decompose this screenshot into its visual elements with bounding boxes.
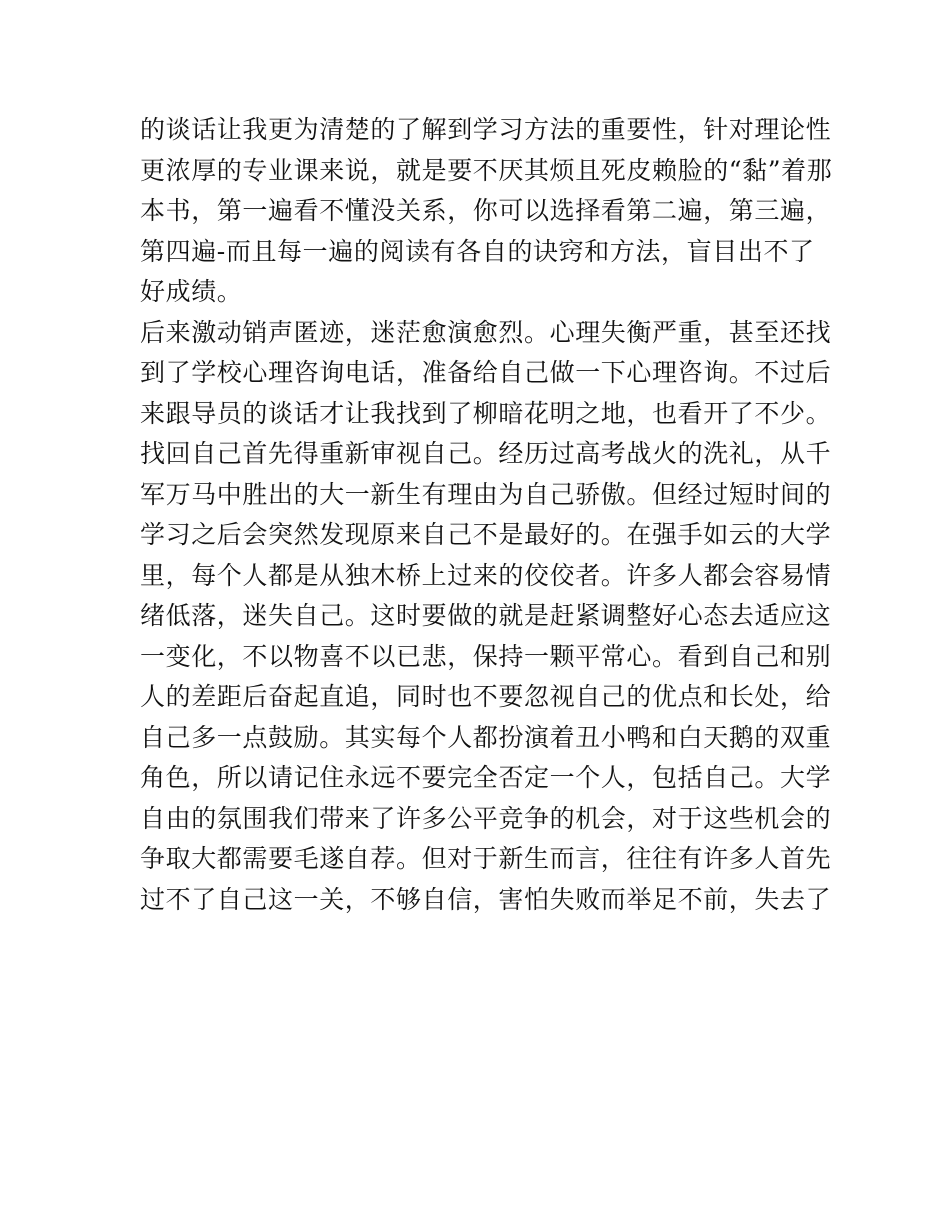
text-line: 争取大都需要毛遂自荐。但对于新生而言，往往有许多人首先 [140,844,832,873]
text-line: 军万马中胜出的大一新生有理由为自己骄傲。但经过短时间的 [140,479,832,509]
text-line: 的谈话让我更为清楚的了解到学习方法的重要性，针对理论性 [140,115,832,144]
text-line: 学习之后会突然发现原来自己不是最好的。在强手如云的大学 [140,520,832,549]
text-line: 本书，第一遍看不懂没关系，你可以选择看第二遍，第三遍， [140,196,832,225]
text-line: 里，每个人都是从独木桥上过来的佼佼者。许多人都会容易情 [140,560,832,590]
text-line: 角色，所以请记住永远不要完全否定一个人，包括自己。大学 [140,763,832,792]
text-line: 更浓厚的专业课来说，就是要不厌其烦且死皮赖脸的“黏”着那 [140,155,833,185]
text-line: 来跟导员的谈话才让我找到了柳暗花明之地，也看开了不少。 [140,398,832,428]
text-line: 自由的氛围我们带来了许多公平竞争的机会，对于这些机会的 [140,803,832,833]
text-line: 一变化，不以物喜不以已悲，保持一颗平常心。看到自己和别 [140,641,832,671]
text-line: 第四遍-而且每一遍的阅读有各自的诀窍和方法，盲目出不了 [140,236,815,266]
document-body [140,110,833,920]
text-line: 后来激动销声匿迹，迷茫愈演愈烈。心理失衡严重，甚至还找 [140,317,832,347]
text-line: 找回自己首先得重新审视自己。经历过高考战火的洗礼，从千 [140,439,832,468]
text-line: 人的差距后奋起直追，同时也不要忽视自己的优点和长处，给 [140,682,832,711]
text-line: 绪低落，迷失自己。这时要做的就是赶紧调整好心态去适应这 [140,601,832,630]
text-line: 过不了自己这一关，不够自信，害怕失败而举足不前，失去了 [140,884,832,914]
text-line: 到了学校心理咨询电话，准备给自己做一下心理咨询。不过后 [140,358,832,387]
text-line: 好成绩。 [140,277,243,306]
text-line: 自己多一点鼓励。其实每个人都扮演着丑小鸭和白天鹅的双重 [140,722,832,752]
